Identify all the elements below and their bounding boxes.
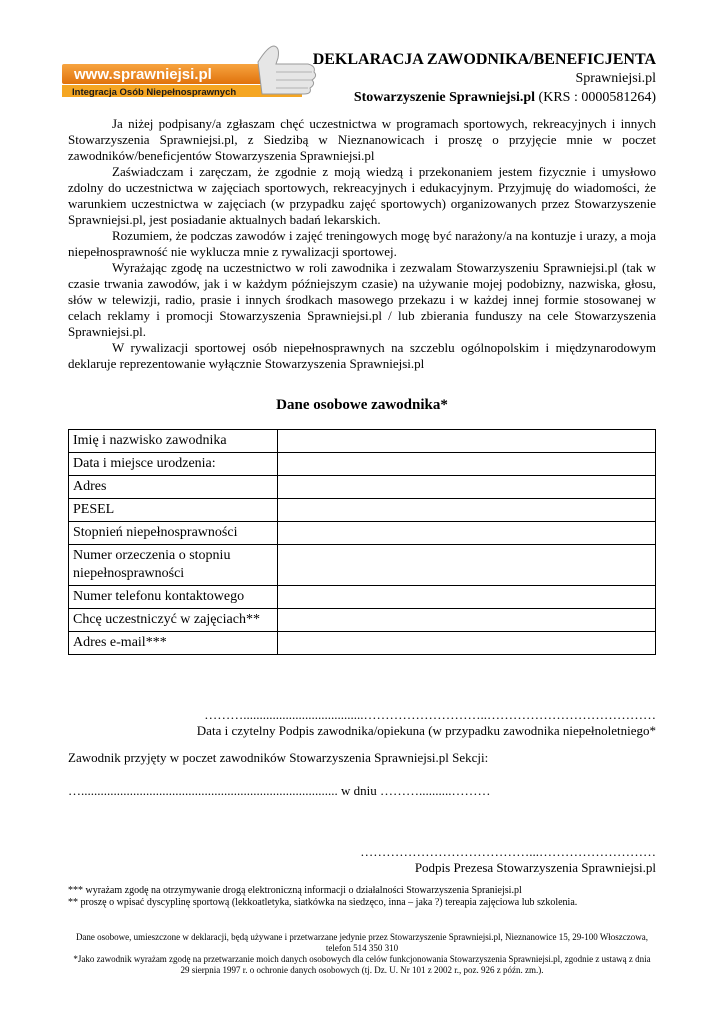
logo-url: www.sprawniejsi.pl [74, 66, 212, 83]
table-row [69, 609, 656, 632]
thumbs-up-icon [258, 46, 316, 94]
pesel-field[interactable] [278, 499, 656, 522]
organization-krs: (KRS : 0000581264) [538, 90, 656, 105]
field-label: Numer telefonu kontaktowego [69, 586, 278, 609]
logo-tagline: Integracja Osób Niepełnosprawnych [72, 87, 237, 98]
field-label: Chcę uczestniczyć w zajęciach** [69, 609, 278, 632]
paragraph-application: Ja niżej podpisany/a zgłaszam chęć uczestnictwa w programach sportowych, rekreacyjnych i innych Stowarzyszenia Sprawniejsi.pl, z Siedzibą w Nieznanowicach i proszę o przyjęcie mnie w poczet zawodników/beneficjentów Stowarzyszenia Sprawniejsi.pl [68, 116, 656, 163]
table-row [69, 476, 656, 499]
logo-graphic [62, 44, 324, 100]
table-row [69, 430, 656, 453]
accepted-text: Zawodnik przyjęty w poczet zawodników Stowarzyszenia Sprawniejsi.pl Sekcji: [68, 750, 489, 765]
signature-caption: Podpis Prezesa Stowarzyszenia Sprawniejsi.pl [414, 860, 656, 875]
footer-consent: *Jako zawodnik wyrażam zgodę na przetwarzanie moich danych osobowych dla celów funkcjonowania Stowarzyszenia Sprawniejsi.pl, zgodnie z ustawą z dnia 29 sierpnia 1997 r. o ochronie danych osobowych (tj. Dz. U. Nr 101 z 2002 r., poz. 926 z późn. zm.). [73, 954, 651, 975]
page-footer [68, 932, 656, 976]
signature-caption: Data i czytelny Podpis zawodnika/opiekuna (w przypadku zawodnika niepełnoletniego* [196, 723, 656, 738]
section-title: Dane osobowe zawodnika* [276, 397, 448, 413]
field-label: Imię i nazwisko zawodnika [69, 430, 278, 453]
paragraph-health: Zaświadczam i zaręczam, że zgodnie z moją wiedzą i przekonaniem jestem fizycznie i umysłowo zdolny do uczestnictwa w zajęciach sportowych, rekreacyjnych i edukacyjnym. Przyjmuję do wiadomości, że warunkiem uczestnictwa w zajęciach (w przypadku zajęć sportowych) organizowanych przez Stowarzyszenie Sprawniejsi.pl, jest posiadanie aktualnych badań lekarskich. [68, 164, 656, 227]
paragraph-risk: Rozumiem, że podczas zawodów i zajęć treningowych mogę być narażony/a na kontuzje i urazy, a moja niepełnosprawność nie wyklucza mnie z rywalizacji sportowej. [68, 228, 656, 259]
activity-field[interactable] [278, 609, 656, 632]
document-title: DEKLARACJA ZAWODNIKA/BENEFICJENTA [312, 51, 656, 68]
footer-data-notice: Dane osobowe, umieszczone w deklaracji, będą używane i przetwarzane jedynie przez Stowarzyszenie Sprawniejsi.pl, Nieznanowice 15, 29-100 Włoszczowa, telefon 514 350 310 [75, 932, 649, 953]
organization-line [313, 88, 656, 107]
document-header [313, 50, 656, 107]
table-row [69, 545, 656, 586]
declaration-body [68, 116, 656, 372]
section-date-line: …............................................................................... w dniu ………..........……… [68, 783, 491, 798]
footnote-discipline: ** proszę o wpisać dyscyplinę sportową (lekkoatletyka, siatkówka na siedzęco, inna – jaka ?) tereapia zajęciowa lub szkolenia. [68, 897, 578, 908]
signature-line: …………………………………...……………………… [360, 844, 656, 859]
paragraph-image-consent: Wyrażając zgodę na uczestnictwo w roli zawodnika i zezwalam Stowarzyszeniu Sprawniejsi.pl (tak w czasie trwania zawodów, jak i w każdym późniejszym czasie) na używanie mojej podobizny, nazwiska, głosu, słów w telewizji, radio, prasie i innych środkach masowego przekazu i w każdej innej formie stosowanej w celach reklamy i promocji Stowarzyszenia Sprawniejsi.pl / lub zbierania funduszy na cele Stowarzyszenia Sprawniejsi.pl. [68, 260, 656, 339]
field-label: Stopnień niepełnosprawności [69, 522, 278, 545]
field-label: PESEL [69, 499, 278, 522]
footnotes [68, 885, 658, 909]
birth-field[interactable] [278, 453, 656, 476]
table-row [69, 522, 656, 545]
table-row [69, 499, 656, 522]
athlete-signature [197, 707, 656, 739]
field-label: Adres [69, 476, 278, 499]
certificate-number-field[interactable] [278, 545, 656, 586]
field-label: Data i miejsce urodzenia: [69, 453, 278, 476]
field-label: Numer orzeczenia o stopniu niepełnosprawności [69, 545, 278, 586]
address-field[interactable] [278, 476, 656, 499]
disability-degree-field[interactable] [278, 522, 656, 545]
phone-field[interactable] [278, 586, 656, 609]
email-field[interactable] [278, 632, 656, 655]
footnote-email: *** wyrażam zgodę na otrzymywanie drogą elektroniczną informacji o działalności Stowarzyszenia Spraniejsi.pl [68, 885, 522, 896]
paragraph-representation: W rywalizacji sportowej osób niepełnosprawnych na szczeblu ogólnopolskim i międzynarodowym deklaruje reprezentowanie wyłącznie Stowarzyszenia Sprawniejsi.pl [68, 340, 656, 371]
president-signature [360, 844, 656, 876]
organization-name: Stowarzyszenie Sprawniejsi.pl [353, 90, 536, 105]
table-row [69, 453, 656, 476]
table-row [69, 586, 656, 609]
logo [62, 44, 324, 100]
field-label: Adres e-mail*** [69, 632, 278, 655]
signature-line: ……….....................................………………………..………………………………… [204, 707, 656, 722]
table-row [69, 632, 656, 655]
name-field[interactable] [278, 430, 656, 453]
document-subtitle: Sprawniejsi.pl [575, 71, 656, 86]
personal-data-table [68, 429, 656, 655]
